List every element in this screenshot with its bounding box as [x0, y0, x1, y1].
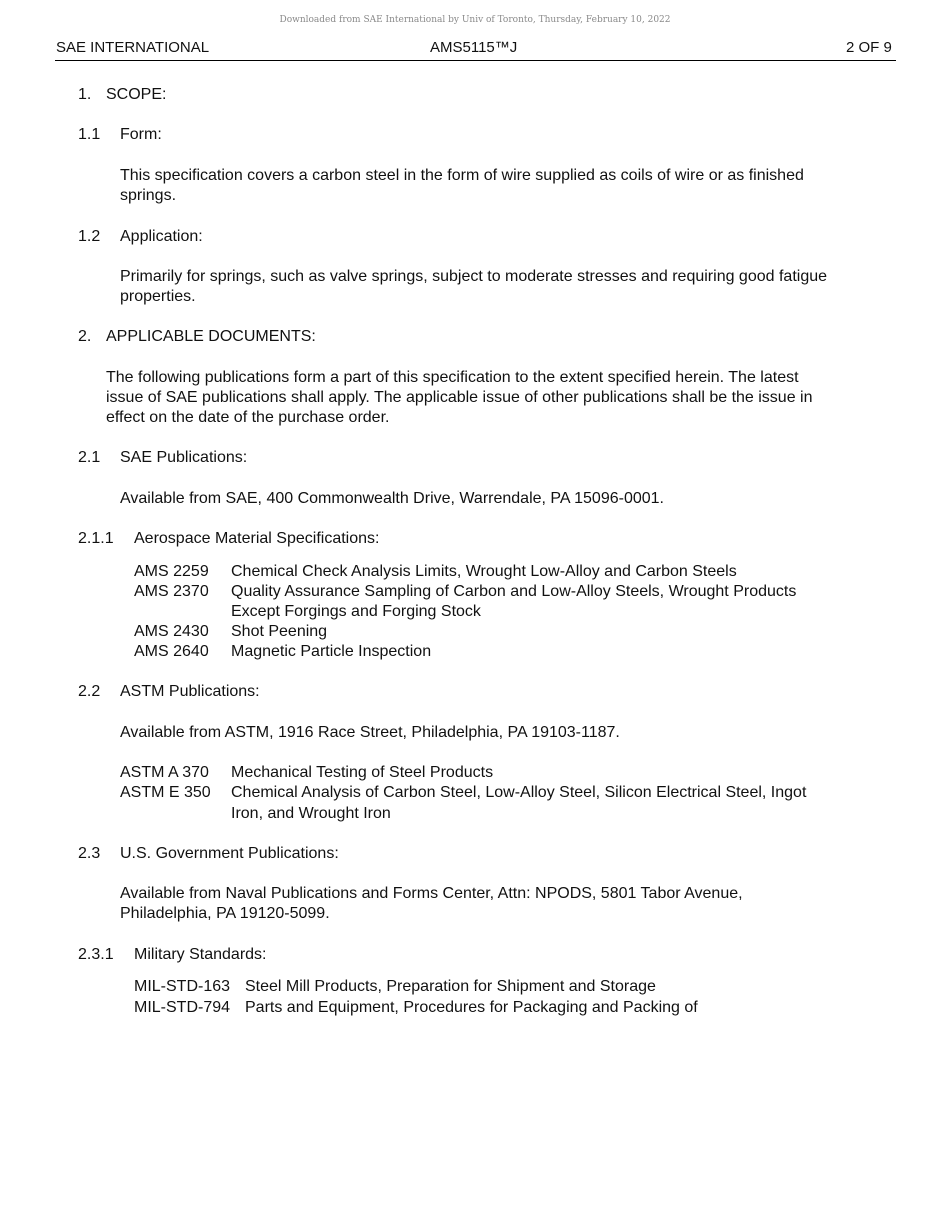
- reference-title: Chemical Check Analysis Limits, Wrought Low-Alloy and Carbon Steels: [231, 563, 737, 580]
- section-1-title: SCOPE:: [106, 86, 167, 103]
- reference-title-continued: Except Forgings and Forging Stock: [231, 603, 481, 620]
- section-1-1-title: Form:: [120, 126, 162, 143]
- header-page-number: 2 OF 9: [846, 39, 892, 56]
- reference-title: Mechanical Testing of Steel Products: [231, 764, 494, 781]
- section-2-3-availability-line: Available from Naval Publications and Forms Center, Attn: NPODS, 5801 Tabor Avenue,: [120, 885, 743, 902]
- section-2-3-title: U.S. Government Publications:: [120, 845, 339, 862]
- section-1-1-paragraph-line: springs.: [120, 187, 177, 204]
- reference-code: AMS 2640: [134, 643, 209, 660]
- section-1-1-number: 1.1: [78, 126, 101, 143]
- section-2-paragraph-line: The following publications form a part of this specification to the extent specified herein. The latest: [106, 369, 799, 386]
- reference-title: Magnetic Particle Inspection: [231, 643, 432, 660]
- reference-title: Quality Assurance Sampling of Carbon and Low-Alloy Steels, Wrought Products: [231, 583, 797, 600]
- section-2-1-number: 2.1: [78, 449, 101, 466]
- header-publisher: SAE INTERNATIONAL: [56, 39, 210, 56]
- section-1-number: 1.: [78, 86, 92, 103]
- reference-code: AMS 2259: [134, 563, 209, 580]
- section-2-2-availability: Available from ASTM, 1916 Race Street, Philadelphia, PA 19103-1187.: [120, 724, 620, 741]
- reference-code: AMS 2430: [134, 623, 209, 640]
- section-2-2-number: 2.2: [78, 683, 101, 700]
- section-2-1-title: SAE Publications:: [120, 449, 248, 466]
- download-watermark: Downloaded from SAE International by Univ of Toronto, Thursday, February 10, 2022: [279, 15, 671, 25]
- reference-code: AMS 2370: [134, 583, 209, 600]
- header-rule: [55, 60, 896, 61]
- section-2-number: 2.: [78, 328, 92, 345]
- section-1-2-title: Application:: [120, 228, 203, 245]
- section-2-1-1-title: Aerospace Material Specifications:: [134, 530, 380, 547]
- reference-title: Shot Peening: [231, 623, 328, 640]
- section-2-paragraph-line: effect on the date of the purchase order.: [106, 409, 390, 426]
- section-1-2-paragraph-line: Primarily for springs, such as valve springs, subject to moderate stresses and requiring good fatigue: [120, 268, 828, 285]
- section-2-1-1-number: 2.1.1: [78, 530, 114, 547]
- section-2-3-1-number: 2.3.1: [78, 946, 114, 963]
- section-2-3-availability-line: Philadelphia, PA 19120-5099.: [120, 905, 330, 922]
- section-2-3-1-title: Military Standards:: [134, 946, 267, 963]
- reference-title-continued: Iron, and Wrought Iron: [231, 805, 391, 822]
- header-document-id: AMS5115™J: [430, 39, 518, 56]
- reference-title: Chemical Analysis of Carbon Steel, Low-Alloy Steel, Silicon Electrical Steel, Ingot: [231, 784, 807, 801]
- reference-title: Steel Mill Products, Preparation for Shipment and Storage: [245, 978, 656, 995]
- reference-code: ASTM E 350: [120, 784, 211, 801]
- section-1-2-number: 1.2: [78, 228, 101, 245]
- section-1-2-paragraph-line: properties.: [120, 288, 196, 305]
- section-2-3-number: 2.3: [78, 845, 101, 862]
- section-2-title: APPLICABLE DOCUMENTS:: [106, 328, 316, 345]
- reference-title: Parts and Equipment, Procedures for Packaging and Packing of: [245, 999, 698, 1016]
- section-1-1-paragraph-line: This specification covers a carbon steel in the form of wire supplied as coils of wire or as finished: [120, 167, 804, 184]
- reference-code: ASTM A 370: [120, 764, 209, 781]
- section-2-1-availability: Available from SAE, 400 Commonwealth Drive, Warrendale, PA 15096-0001.: [120, 490, 664, 507]
- reference-code: MIL-STD-794: [134, 999, 231, 1016]
- section-2-2-title: ASTM Publications:: [120, 683, 260, 700]
- reference-code: MIL-STD-163: [134, 978, 231, 995]
- section-2-paragraph-line: issue of SAE publications shall apply. The applicable issue of other publications shall be the issue in: [106, 389, 813, 406]
